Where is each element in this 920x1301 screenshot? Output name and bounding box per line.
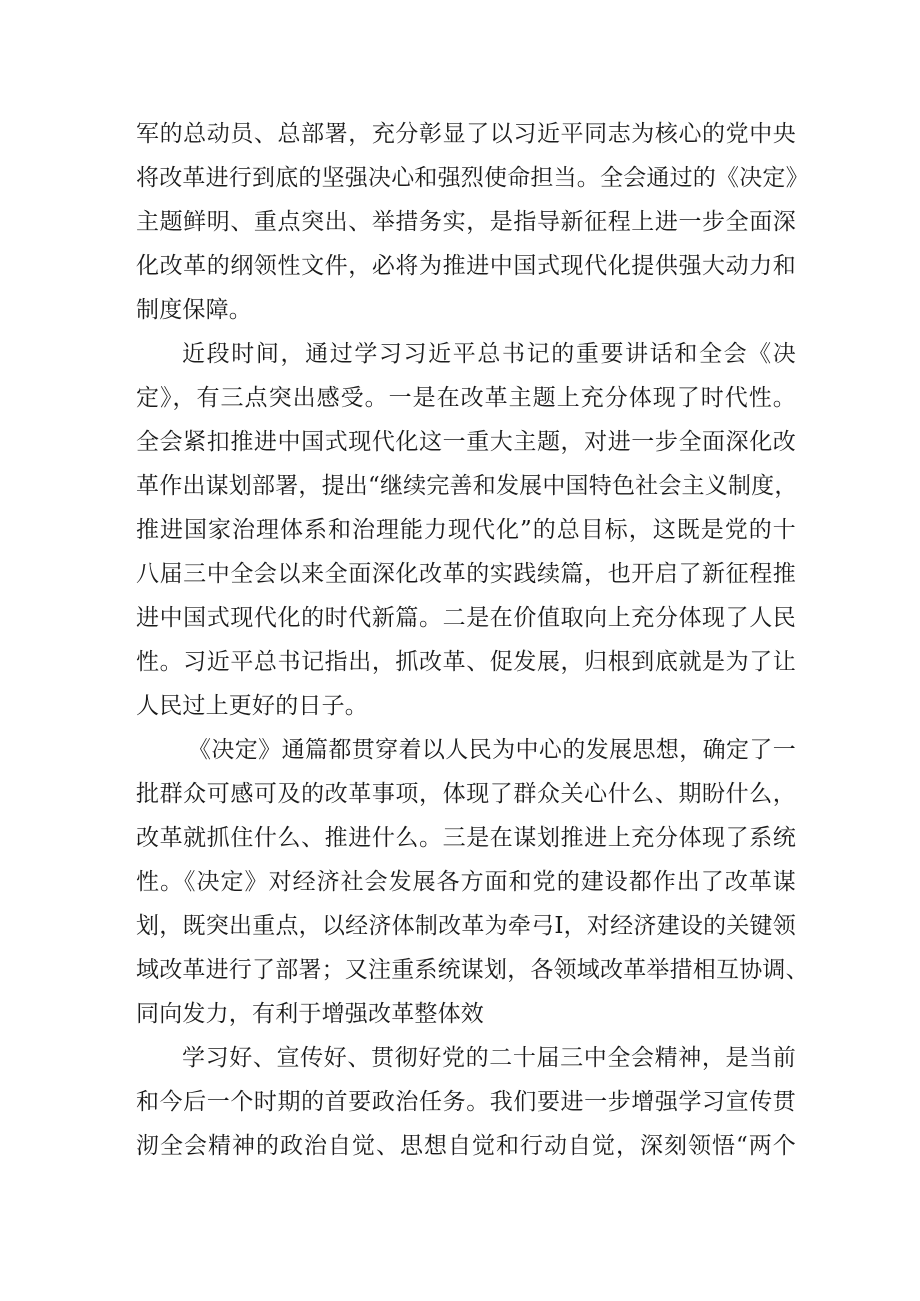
paragraph-3-line-5: 划，既突出重点，以经济体制改革为牵弓I，对经济建设的关键领 (136, 913, 796, 939)
paragraph-3-line-7: 同向发力，有利于增强改革整体效 (136, 1001, 484, 1027)
paragraph-3-line-1: 《决定》通篇都贯穿着以人民为中心的发展思想，确定了一 (188, 737, 796, 763)
paragraph-2-line-7: 进中国式现代化的时代新篇。二是在价值取向上充分体现了人民 (136, 605, 796, 631)
paragraph-3-line-6: 域改革进行了部署；又注重系统谋划，各领域改革举措相互协调、 (136, 957, 809, 983)
paragraph-2-line-3: 全会紧扣推进中国式现代化这一重大主题，对进一步全面深化改 (136, 429, 796, 455)
paragraph-1-line-3: 主题鲜明、重点突出、举措务实，是指导新征程上进一步全面深 (136, 209, 796, 235)
paragraph-3-line-3: 改革就抓住什么、推进什么。三是在谋划推进上充分体现了系统 (136, 825, 796, 851)
paragraph-2-line-5: 推进国家治理体系和治理能力现代化”的总目标，这既是党的十 (136, 517, 796, 543)
paragraph-1-line-5: 制度保障。 (136, 297, 252, 323)
paragraph-4-line-1: 学习好、宣传好、贯彻好党的二十届三中全会精神，是当前 (182, 1045, 796, 1071)
paragraph-4-line-3: 沏全会精神的政治自觉、思想自觉和行动自觉，深刻领悟“两个 (136, 1133, 796, 1159)
paragraph-2-line-6: 八届三中全会以来全面深化改革的实践续篇，也开启了新征程推 (136, 561, 796, 587)
paragraph-2-line-9: 人民过上更好的日子。 (136, 693, 368, 719)
paragraph-1-line-4: 化改革的纲领性文件，必将为推进中国式现代化提供强大动力和 (136, 253, 796, 279)
paragraph-2-line-4: 革作出谋划部署，提出“继续完善和发展中国特色社会主义制度， (136, 473, 798, 499)
paragraph-2-line-2: 定》，有三点突出感受。一是在改革主题上充分体现了时代性。 (136, 385, 796, 411)
document-body (136, 112, 809, 1168)
paragraph-1-line-1: 军的总动员、总部署，充分彰显了以习近平同志为核心的党中央 (136, 121, 796, 147)
paragraph-2-line-1: 近段时间，通过学习习近平总书记的重要讲话和全会《决 (182, 341, 796, 367)
paragraph-1-line-2: 将改革进行到底的坚强决心和强烈使命担当。全会通过的《决定》 (136, 165, 809, 191)
paragraph-4-line-2: 和今后一个时期的首要政治任务。我们要进一步增强学习宣传贯 (136, 1089, 796, 1115)
paragraph-3-line-4: 性。《决定》对经济社会发展各方面和党的建设都作出了改革谋 (136, 869, 796, 895)
paragraph-3-line-2: 批群众可感可及的改革事项，体现了群众关心什么、期盼什么， (136, 781, 796, 807)
paragraph-2-line-8: 性。习近平总书记指出，抓改革、促发展，归根到底就是为了让 (136, 649, 796, 675)
